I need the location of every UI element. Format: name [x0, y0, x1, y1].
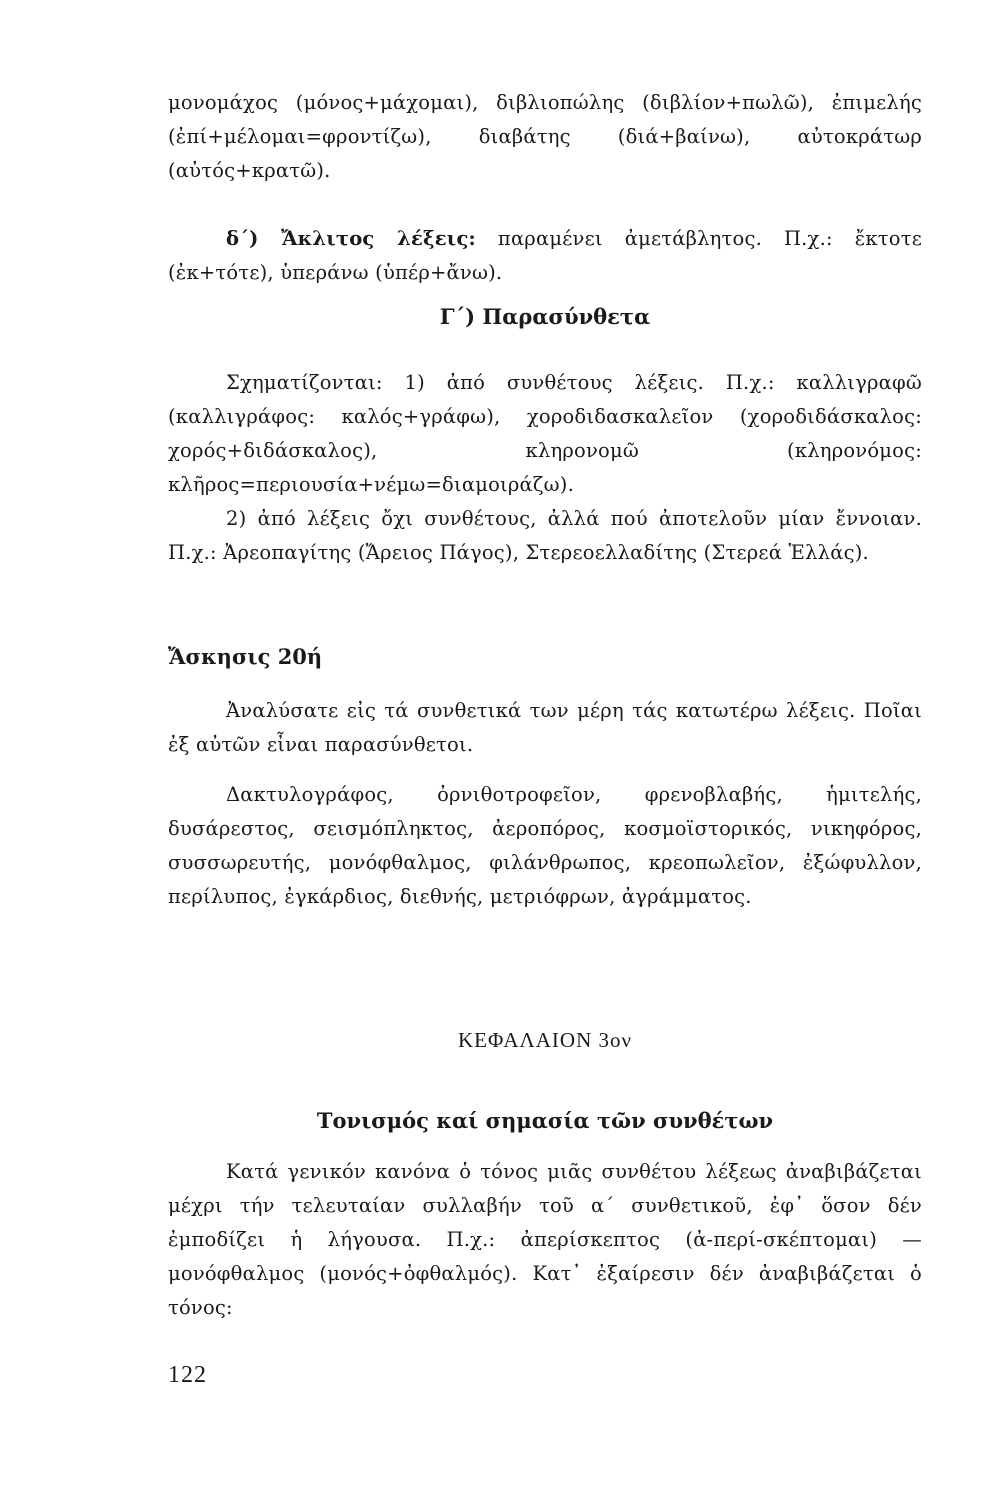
exercise-word-list: Δακτυλογράφος, ὀρνιθοτροφεῖον, φρενοβλαβής, ἡμιτελής, δυσάρεστος, σεισμόπληκτος, ἀεροπόρος, κοσμοϊστορικός, νικηφόρος, συσσωρευτής, μονόφθαλμος, φιλάνθρωπος, κρεοπωλεῖον, ἐξώφυλλον, περίλυπος, ἐγκάρδιος, διεθνής, μετριόφρων, ἀγράμματος.: [168, 783, 922, 908]
paragraph-indeclinable: [168, 222, 922, 290]
chapter-subtitle: Τονισμός καί σημασία τῶν συνθέτων: [316, 1108, 774, 1133]
chapter-title: ΚΕΦΑΛΑΙΟΝ 3ον: [458, 1028, 632, 1052]
section-heading-parasyntheta: Γ΄) Παρασύνθετα: [439, 304, 651, 329]
paragraph-formation-2: 2) ἀπό λέξεις ὄχι συνθέτους, ἀλλά πού ἀποτελοῦν μίαν ἔννοιαν. Π.χ.: Ἀρεοπαγίτης (Ἄρειος Πάγος), Στερεοελλαδίτης (Στερεά Ἑλλάς).: [168, 507, 922, 564]
page-number: 122: [168, 1362, 207, 1388]
indeclinable-label: δ΄) Ἄκλιτος λέξεις:: [226, 227, 476, 250]
indeclinable-text: παραμένει ἀμετάβλητος. Π.χ.: ἔκτοτε (ἐκ+τότε), ὑπεράνω (ὑπέρ+ἄνω).: [168, 227, 922, 284]
exercise-instruction: Ἀναλύσατε εἰς τά συνθετικά των μέρη τάς κατωτέρω λέξεις. Ποῖαι ἐξ αὐτῶν εἶναι παρασύνθετοι.: [168, 699, 922, 756]
paragraph-compound-examples: μονομάχος (μόνος+μάχομαι), διβλιοπώλης (διβλίον+πωλῶ), ἐπιμελής (ἐπί+μέλομαι=φροντίζω), διαβάτης (διά+βαίνω), αὐτοκράτωρ (αὐτός+κρατῶ).: [168, 91, 922, 182]
paragraph-formation-1: Σχηματίζονται: 1) ἀπό συνθέτους λέξεις. Π.χ.: καλλιγραφῶ (καλλιγράφος: καλός+γράφω), χοροδιδασκαλεῖον (χοροδιδάσκαλος: χορός+διδάσκαλος), κληρονομῶ (κληρονόμος: κλῆρος=περιουσία+νέμω=διαμοιράζω).: [168, 371, 922, 496]
exercise-heading: Ἄσκησις 20ή: [168, 644, 323, 669]
chapter-paragraph: Κατά γενικόν κανόνα ὁ τόνος μιᾶς συνθέτου λέξεως ἀναβιβάζεται μέχρι τήν τελευταίαν συλλαβήν τοῦ α΄ συνθετικοῦ, ἐφ᾽ ὅσον δέν ἐμποδίζει ἡ λήγουσα. Π.χ.: ἀπερίσκεπτος (ἀ-περί-σκέπτομαι) — μονόφθαλμος (μονός+ὀφθαλμός). Κατ᾽ ἐξαίρεσιν δέν ἀναβιβάζεται ὁ τόνος:: [168, 1160, 922, 1319]
